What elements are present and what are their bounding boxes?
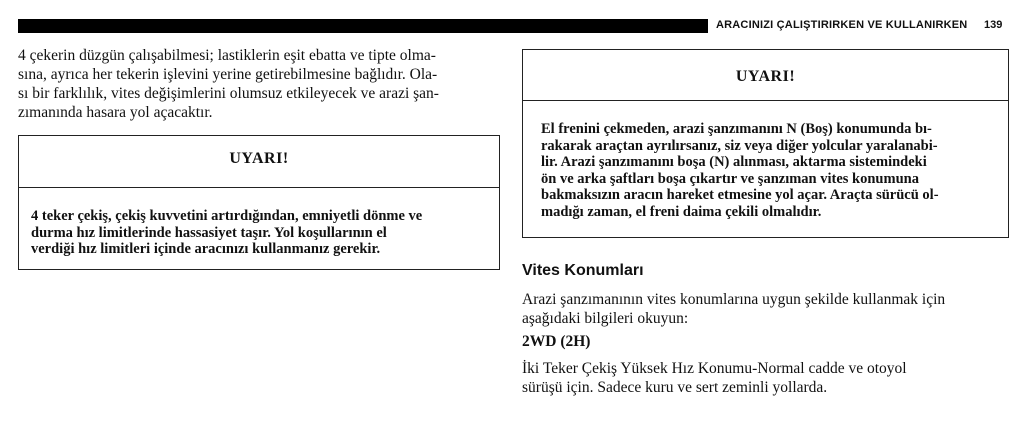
warning-text [541, 121, 991, 220]
warning-divider [19, 187, 499, 188]
mode-description-line: İki Teker Çekiş Yüksek Hız Konumu-Normal cadde ve otoyol [522, 360, 907, 377]
warning-text [31, 208, 487, 258]
warning-title: UYARI! [229, 150, 289, 167]
warning-line: rakarak araçtan ayrılırsanız, siz veya diğer yolcular yaralanabi- [541, 137, 938, 154]
mode-description-line: sürüşü için. Sadece kuru ve sert zeminli yollarda. [522, 379, 828, 396]
intro-line: zımanında hasara yol açacaktır. [18, 104, 213, 121]
intro-paragraph [18, 46, 502, 122]
intro-line: sı bir farklılık, vites değişimlerini olumsuz etkileyecek ve arazi şan- [18, 85, 439, 102]
running-header-title: ARACINIZI ÇALIŞTIRIRKEN VE KULLANIRKEN [716, 19, 968, 31]
section-intro-line: aşağıdaki bilgileri okuyun: [522, 310, 689, 327]
header-rule-bar [18, 19, 708, 33]
warning-line: bakmaksızın aracın hareket etmesine yol açar. Araçta sürücü ol- [541, 187, 939, 203]
section-intro-line: Arazi şanzımanının vites konumlarına uygun şekilde kullanmak için [522, 291, 946, 308]
warning-line: verdiği hız limitleri içinde aracınızı kullanmanız gerekir. [31, 241, 381, 257]
warning-title: UYARI! [735, 68, 796, 85]
warning-line: lir. Arazi şanzımanını boşa (N) alınması, aktarma sistemindeki [541, 154, 927, 170]
warning-line: 4 teker çekiş, çekiş kuvvetini artırdığından, emniyetli dönme ve [31, 208, 423, 224]
warning-box-right [522, 49, 1009, 238]
mode-subheading: 2WD (2H) [522, 333, 591, 350]
warning-line: durma hız limitlerinde hassasiyet taşır. Yol koşullarının el [31, 224, 387, 241]
warning-divider [523, 100, 1008, 101]
warning-box-left [18, 135, 500, 270]
intro-line: 4 çekerin düzgün çalışabilmesi; lastiklerin eşit ebatta ve tipte olma- [18, 47, 436, 64]
section-title: Vites Konumları [522, 262, 644, 279]
section-intro-paragraph [522, 290, 1007, 328]
page-number: 139 [984, 19, 1003, 31]
warning-line: El frenini çekmeden, arazi şanzımanını N (Boş) konumunda bı- [541, 121, 932, 137]
warning-line: madığı zaman, el freni daima çekili olmalıdır. [541, 203, 822, 220]
intro-line: sına, ayrıca her tekerin işlevini yerine getirebilmesine bağlıdır. Ola- [18, 66, 438, 83]
mode-description [522, 359, 1007, 397]
warning-line: ön ve arka şaftları boşa çıkartır ve şanzıman vites konumuna [541, 170, 919, 187]
